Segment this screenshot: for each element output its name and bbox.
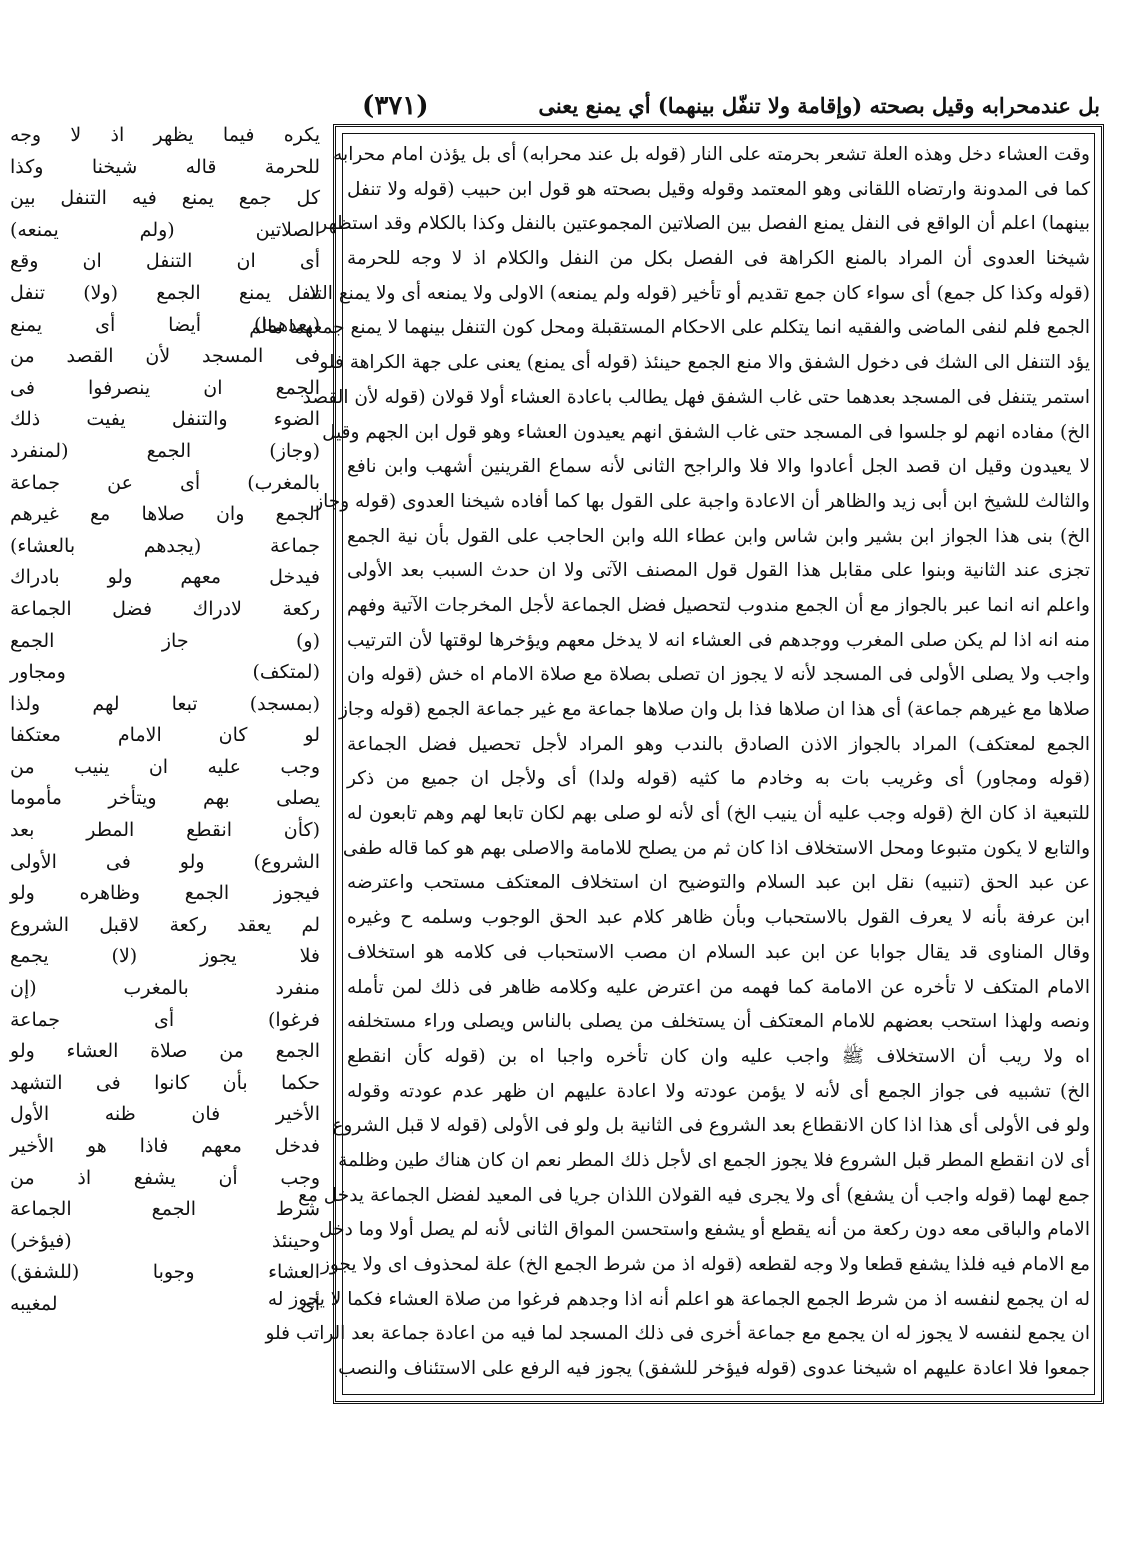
margin-line: الشروع) ولو فى الأولى xyxy=(10,850,320,873)
commentary-line: الجمع فلم لنفى الماضى والفقيه انما يتكلم على الاحكام المستقبلة ومحل كون التنفل بينهما لا يمنع جمعهما مالم xyxy=(249,317,1090,339)
margin-line: الأخير فان ظنه الأول xyxy=(10,1103,320,1126)
margin-line: (بعدهما) أيضا أى يمنع xyxy=(10,313,320,336)
margin-line: وجب عليه ان ينيب من xyxy=(10,755,320,778)
commentary-line: شيخنا العدوى أن المراد بالمنع الكراهة فى الفصل بكل من النفل والكلام اذ لا وجه للحرمة xyxy=(347,248,1090,270)
margin-line: (لمتكف) ومجاور xyxy=(10,661,320,684)
margin-line: الصلاتين (ولم يمنعه) xyxy=(10,218,320,241)
running-head-text: بل عندمحرابه وقيل بصحته (وإقامة ولا تنفّل بينهما) أي يمنع يعنى xyxy=(538,93,1100,118)
commentary-line: ونصه ولهذا استحب بعضهم للامام المعتكف أن يستخلف من يصلى بالناس ويصلى وراء مستخلفه xyxy=(347,1011,1090,1033)
commentary-line: بينهما) اعلم أن الواقع فى النفل يمنع الفصل بين الصلاتين المجموعتين بالنفل وكذا بالكلام وقد استظهر xyxy=(318,213,1090,235)
margin-line: وجب أن يشفع اذ من xyxy=(10,1166,320,1189)
margin-line: الضوء والتنفل يفيت ذلك xyxy=(10,408,320,431)
commentary-line: والتابع لا يكون متبوعا ومحل الاستخلاف اذا كان ثم من يصلح للامامة والاصلى بهم هو كما قاله طفى xyxy=(342,837,1090,859)
margin-line: أى لمغيبه xyxy=(10,1292,320,1315)
commentary-line: ولو فى الأولى أى هذا اذا كان الانقطاع بعد الشروع فى الثانية بل ولو فى الأولى (قوله لا قبل الشروع xyxy=(332,1115,1090,1137)
margin-line: العشاء وجوبا (للشفق) xyxy=(10,1261,320,1284)
margin-line: أى ان التنفل ان وقع xyxy=(10,250,320,273)
commentary-line: أى لان انقطع المطر قبل الشروع فلا يجوز الجمع اى لأجل ذلك المطر نعم ان كان هناك طين وظلمة xyxy=(338,1149,1090,1171)
running-header xyxy=(340,86,1100,126)
commentary-line: واعلم انه انما عبر بالجواز مع أن الجمع مندوب لتحصيل فضل الجماعة لأجل المخرجات الآتية وفهم xyxy=(347,594,1090,616)
commentary-line: لا يعيدون وقيل ان قصد الجل أعادوا والا فلا والراجح الثانى لأنه سماع القرينين أشهب وابن نافع xyxy=(347,456,1090,478)
margin-line: الجمع وان صلاها مع غيرهم xyxy=(10,503,320,526)
commentary-line: منه انه اذا لم يكن صلى المغرب ووجدهم فى العشاء انه لا يدخل معهم ويؤخرها لوقتها لأن الترتيب xyxy=(347,629,1090,651)
margin-line: كل جمع يمنع فيه التنفل بين xyxy=(10,187,320,210)
commentary-line: له ان يجمع لنفسه اذ من شرط الجمع الجماعة هو اعلم أنه اذا وجدهم فرغوا من صلاة العشاء فكما لا يجوز له xyxy=(267,1288,1090,1310)
margin-line: الجمع من صلاة العشاء ولو xyxy=(10,1040,320,1063)
margin-line: للحرمة قاله شيخنا وكذا xyxy=(10,155,320,178)
commentary-line: ان يجمع لنفسه لا يجوز له ان يجمع مع جماعة أخرى فى ذلك المسجد لما فيه من اعادة جماعة بعد الراتب فلو xyxy=(265,1323,1090,1345)
margin-line: (كأن انقطع المطر بعد xyxy=(10,819,320,842)
commentary-line: الخ) بنى هذا الجواز ابن بشير وابن شاس وابن عطاء الله وابن الحاجب على القول بأن نية الجمع xyxy=(347,525,1090,547)
commentary-line: الامام والباقى معه دون ركعة من أنه يقطع أو يشفع واستحسن المواق الثانى لأنه لم يصل أولا وما دخل xyxy=(319,1219,1090,1241)
commentary-line: (قوله وكذا كل جمع) أى سواء كان جمع تقديم أو تأخير (قوله ولم يمنعه) الاولى ولا يمنعه أى ولا يمنع التنفل xyxy=(287,282,1090,304)
commentary-line: الامام المتكف لا تأخره عن الامامة كما فهمه من اعترض عليه وكلامه ظاهر فى ذلك لمن تأمله xyxy=(347,976,1090,998)
margin-line: ركعة لادراك فضل الجماعة xyxy=(10,597,320,620)
margin-text-column xyxy=(10,120,320,1465)
commentary-line: والثالث للشيخ ابن أبى زيد والظاهر أن الاعادة واجبة على القول بها كما أفاده شيخنا العدوى (قوله وجاز xyxy=(314,490,1090,512)
commentary-line: الخ) مفاده انهم لو جلسوا فى المسجد حتى غاب الشفق انهم يعيدون العشاء وهو قول ابن الجهم وقيل xyxy=(322,421,1090,443)
commentary-line: كما فى المدونة وارتضاه اللقانى وهو المعتمد وقوله وقيل بصحته هو قول ابن حبيب (قوله ولا تنفل xyxy=(347,178,1090,200)
commentary-line: تجزى عند الثانية وبنوا على مقابل هذا القول قول المصنف الآتى ولا ان حدث السبب بعد الأولى xyxy=(347,560,1090,582)
commentary-line: ابن عرفة بأنه لا يعرف القول بالاستحباب وبأن ظاهر كلام عبد الحق الوجوب وسلمه ح وغيره xyxy=(347,907,1090,929)
page-number: (٣٧١) xyxy=(362,91,429,121)
commentary-line: (قوله ومجاور) أى وغريب بات به وخادم ما كثيه (قوله ولدا) أى ولأجل ان جميع من ذكر xyxy=(347,768,1090,790)
commentary-line: جمعوا فلا اعادة عليهم اه شيخنا عدوى (قوله فيؤخر للشفق) يجوز فيه الرفع على الاستئناف والنصب xyxy=(338,1358,1090,1380)
margin-line: (و) جاز الجمع xyxy=(10,629,320,652)
commentary-line: استمر يتنفل فى المسجد بعدهما حتى غاب الشفق فهل يطالب باعادة العشاء أولا قولان (قوله لأن القصد xyxy=(302,386,1090,408)
margin-line: لم يعقد ركعة لاقبل الشروع xyxy=(10,913,320,936)
margin-line: جماعة (يجدهم بالعشاء) xyxy=(10,534,320,557)
margin-line: (وجاز) الجمع (لمنفرد xyxy=(10,439,320,462)
commentary-block xyxy=(249,138,1090,1398)
margin-line: الجمع ان ينصرفوا فى xyxy=(10,376,320,399)
commentary-line: مع الامام فيه فلذا يشفع قطعا ولا وجه لقطعه (قوله اذ من شرط الجمع الخ) علة لمحذوف اى ولا يجوز xyxy=(321,1254,1090,1275)
margin-line: حكما بأن كانوا فى التشهد xyxy=(10,1071,320,1094)
commentary-line: واجب ولا يصلى الأولى فى المسجد لأنه لا يجوز ان تصلى بصلاة مع صلاة الامام اه خش (قوله وان xyxy=(347,664,1090,686)
commentary-line: يؤد التنفل الى الشك فى دخول الشفق والا منع الجمع حينئذ (قوله أى يمنع) يعنى على جهة الكراهة فلو xyxy=(319,352,1090,374)
margin-line: وحينئذ (فيؤخر) xyxy=(10,1229,320,1252)
margin-line: (بمسجد) تبعا لهم ولذا xyxy=(10,692,320,715)
margin-line: فيجوز الجمع وظاهره ولو xyxy=(10,882,320,905)
commentary-line: الجمع لمعتكف) المراد بالجواز الاذن الصادق بالندب وهو المراد لأجل تحصيل فضل الجماعة xyxy=(347,733,1090,755)
margin-line: فلا يجوز (لا) يجمع xyxy=(10,945,320,968)
margin-line: يصلى بهم ويتأخر مأموما xyxy=(10,787,320,810)
margin-line: شرط الجمع الجماعة xyxy=(10,1198,320,1221)
margin-line: فى المسجد لأن القصد من xyxy=(10,345,320,368)
commentary-line: صلاها مع غيرهم جماعة) أى هذا ان صلاها فذا بل وان صلاها جماعة مع غير جماعة الجمع (قوله وجاز xyxy=(338,699,1090,720)
margin-line: بالمغرب) أى عن جماعة xyxy=(10,471,320,494)
margin-line: فيدخل معهم ولو بادراك xyxy=(10,566,320,589)
margin-line: منفرد بالمغرب (إن xyxy=(10,977,320,1000)
commentary-line: عن عبد الحق (تنبيه) نقل ابن عبد السلام والتوضيح ان استخلاف المعتكف مستحب واعترضه xyxy=(347,872,1090,894)
commentary-line: جمع لهما (قوله واجب أن يشفع) أى ولا يجرى فيه القولان اللذان جريا فى المعيد لفضل الجماعة يدخل مع xyxy=(298,1184,1090,1206)
margin-line: فدخل معهم فاذا هو الأخير xyxy=(10,1135,320,1157)
commentary-line: وقال المناوى قد يقال جوابا عن ابن عبد السلام ان مصب الاستحباب فى كلامه هو استخلاف xyxy=(347,941,1090,963)
commentary-line: وقت العشاء دخل وهذه العلة تشعر بحرمته على النار (قوله بل عند محرابه) أى بل يؤذن امام محرابه xyxy=(333,144,1090,165)
margin-line: يكره فيما يظهر اذ لا وجه xyxy=(10,124,320,146)
margin-line: لو كان الامام معتكفا xyxy=(10,724,320,747)
commentary-line: الخ) تشبيه فى جواز الجمع أى لأنه لا يؤمن عودته ولا اعادة عليهم ان ظهر عدم عودته وقوله xyxy=(347,1080,1090,1102)
commentary-line: للتبعية اذ كان الخ (قوله وجب عليه أن ينيب الخ) أى لأنه لو صلى بهم لكان تابعا لهم وهم تابعون له xyxy=(347,803,1090,825)
margin-line: لا يمنع الجمع (ولا) تنفل xyxy=(10,281,320,304)
margin-line: فرغوا) أى جماعة xyxy=(10,1008,320,1031)
commentary-line: اه ولا ريب أن الاستخلاف ﷺ واجب عليه وان كان تأخره واجبا اه بن (قوله كأن انقطع xyxy=(347,1045,1090,1067)
